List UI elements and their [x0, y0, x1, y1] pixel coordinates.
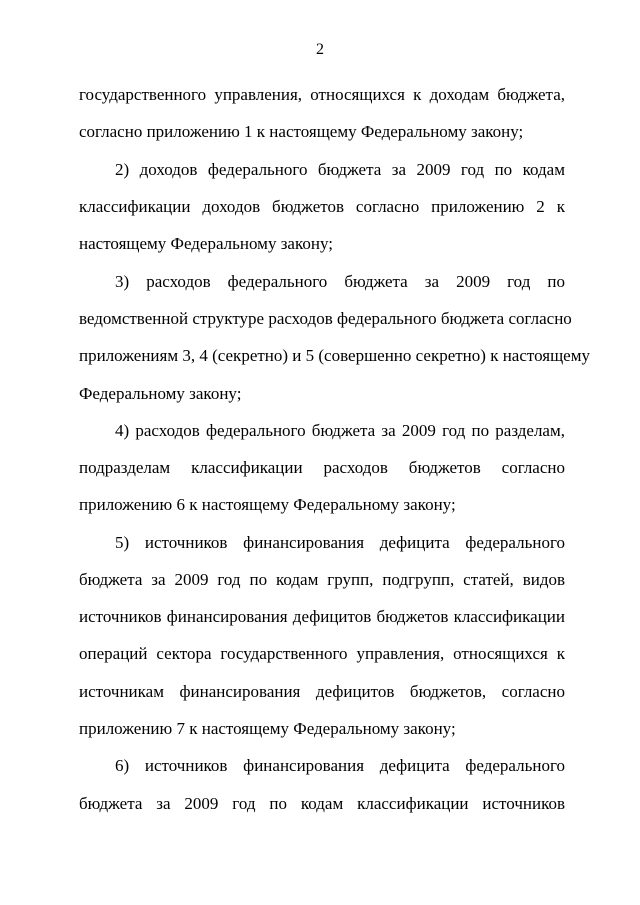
- text-line: Федеральному закону;: [79, 384, 242, 403]
- text-line: источникам финансирования дефицитов бюджетов, согласно: [79, 682, 565, 701]
- page-number: 2: [316, 41, 324, 58]
- text-line: 5) источников финансирования дефицита федерального: [115, 533, 565, 552]
- text-line: подразделам классификации расходов бюджетов согласно: [79, 458, 565, 477]
- text-line: источников финансирования дефицитов бюджетов классификации: [79, 607, 565, 626]
- text-line: классификации доходов бюджетов согласно приложению 2 к: [79, 197, 565, 216]
- text-line: 2) доходов федерального бюджета за 2009 год по кодам: [115, 160, 565, 179]
- text-line: 3) расходов федерального бюджета за 2009 год по: [115, 272, 565, 291]
- text-line: согласно приложению 1 к настоящему Федеральному закону;: [79, 122, 524, 141]
- text-line: ведомственной структуре расходов федерального бюджета согласно: [79, 309, 572, 328]
- text-line: 4) расходов федерального бюджета за 2009 год по разделам,: [115, 421, 565, 440]
- text-line: приложению 7 к настоящему Федеральному закону;: [79, 719, 456, 738]
- text-line: настоящему Федеральному закону;: [79, 234, 333, 253]
- text-line: операций сектора государственного управления, относящихся к: [79, 644, 565, 663]
- text-line: приложениям 3, 4 (секретно) и 5 (совершенно секретно) к настоящему: [79, 346, 590, 365]
- text-line: бюджета за 2009 год по кодам классификации источников: [79, 794, 565, 813]
- text-line: 6) источников финансирования дефицита федерального: [115, 756, 565, 775]
- text-line: государственного управления, относящихся к доходам бюджета,: [79, 85, 565, 104]
- text-line: приложению 6 к настоящему Федеральному закону;: [79, 495, 456, 514]
- text-line: бюджета за 2009 год по кодам групп, подгрупп, статей, видов: [79, 570, 565, 589]
